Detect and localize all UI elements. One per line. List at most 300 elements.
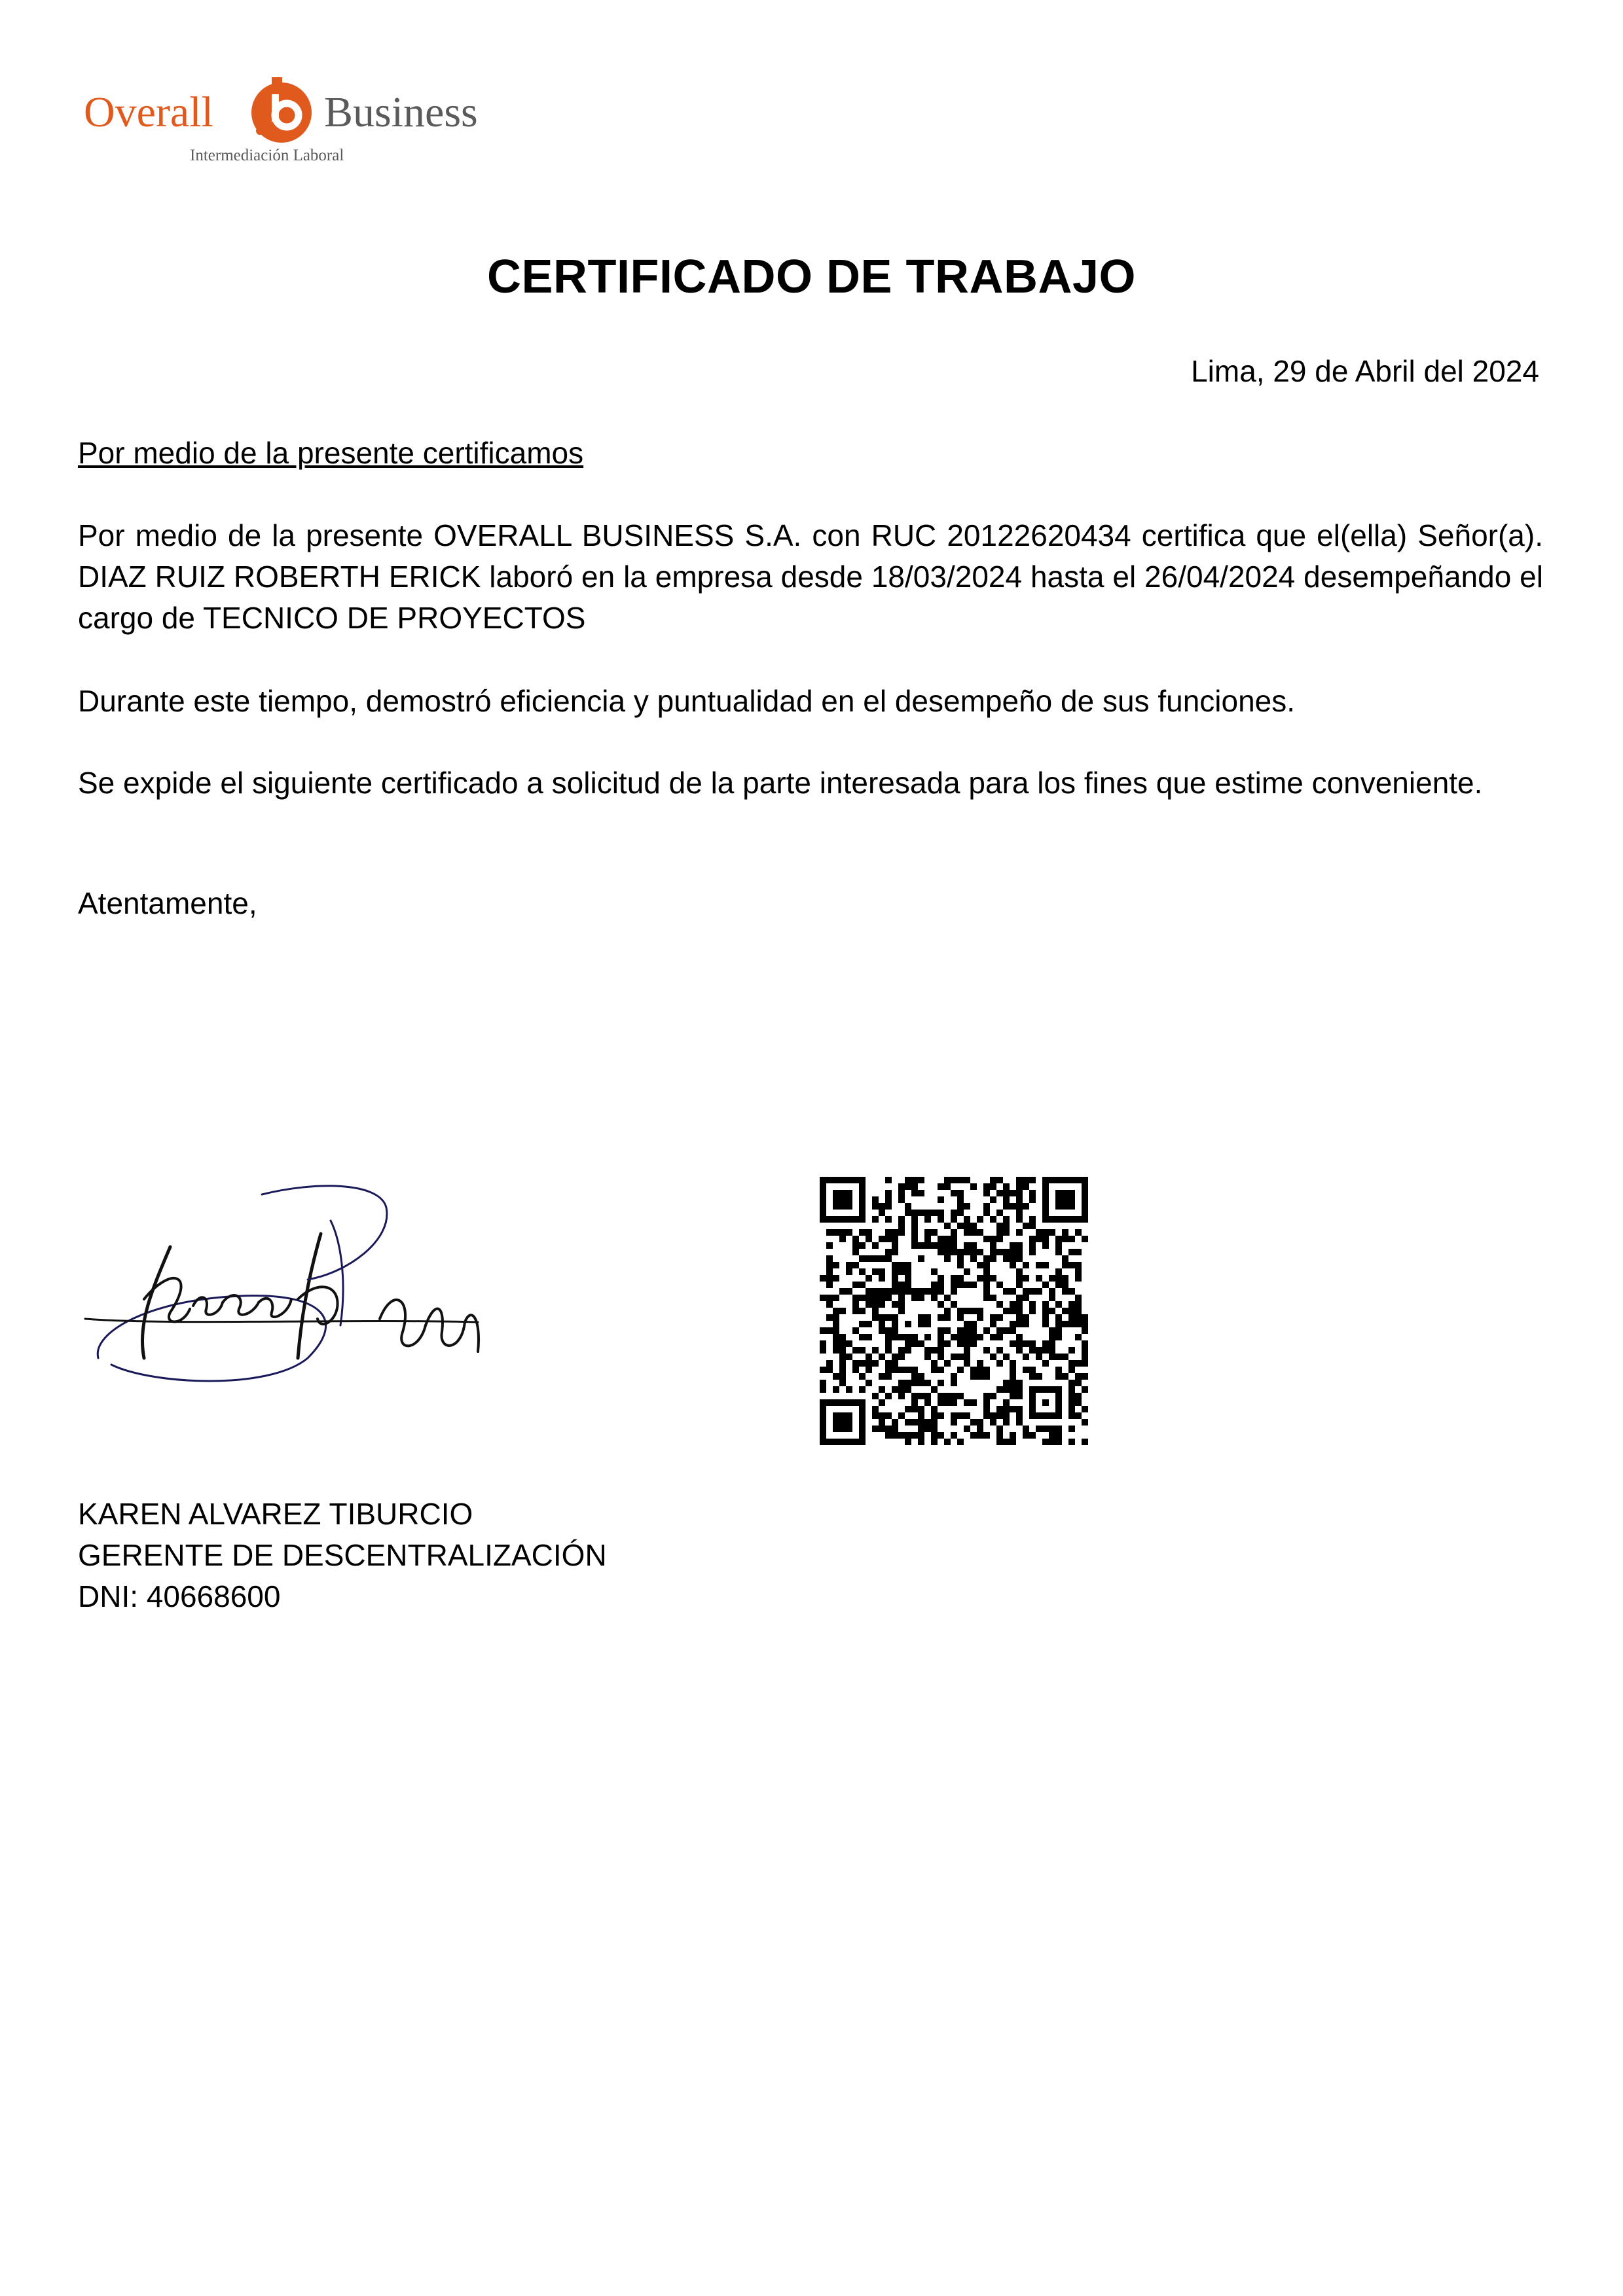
qr-module: [1016, 1275, 1023, 1282]
qr-module: [1010, 1301, 1016, 1308]
qr-module: [918, 1177, 924, 1183]
qr-module: [911, 1367, 918, 1373]
qr-module: [905, 1340, 911, 1347]
qr-module: [846, 1288, 852, 1295]
qr-module: [898, 1216, 905, 1223]
qr-module: [839, 1373, 846, 1380]
qr-module: [898, 1295, 905, 1301]
qr-module: [892, 1432, 898, 1439]
qr-module: [996, 1249, 1003, 1255]
qr-module: [918, 1419, 924, 1426]
qr-module: [1036, 1288, 1042, 1295]
qr-module: [826, 1327, 833, 1334]
qr-module: [918, 1380, 924, 1386]
qr-module: [1003, 1439, 1010, 1445]
qr-module: [1082, 1236, 1088, 1242]
qr-module: [905, 1419, 911, 1426]
qr-module: [885, 1412, 892, 1419]
qr-module: [957, 1308, 964, 1314]
qr-module: [820, 1367, 826, 1373]
qr-module: [892, 1275, 898, 1282]
qr-module: [983, 1275, 990, 1282]
qr-module: [996, 1439, 1003, 1445]
qr-module: [1075, 1380, 1082, 1386]
qr-module: [938, 1216, 944, 1223]
qr-module: [898, 1196, 905, 1203]
qr-module: [839, 1288, 846, 1295]
qr-module: [996, 1412, 1003, 1419]
qr-module: [1010, 1360, 1016, 1367]
qr-module: [879, 1210, 885, 1216]
qr-module: [977, 1308, 983, 1314]
qr-module: [996, 1314, 1003, 1321]
qr-module: [885, 1360, 892, 1367]
qr-module: [1016, 1386, 1023, 1393]
qr-module: [977, 1314, 983, 1321]
qr-module: [996, 1282, 1003, 1288]
qr-module: [898, 1282, 905, 1288]
qr-module: [879, 1236, 885, 1242]
qr-module: [977, 1426, 983, 1432]
qr-module: [983, 1255, 990, 1262]
qr-module: [905, 1334, 911, 1340]
qr-module: [1016, 1196, 1023, 1203]
qr-module: [924, 1380, 931, 1386]
qr-module: [1068, 1399, 1075, 1406]
qr-module: [905, 1177, 911, 1183]
qr-module: [924, 1288, 931, 1295]
qr-module: [931, 1282, 938, 1288]
qr-module: [990, 1314, 996, 1321]
qr-module: [885, 1295, 892, 1301]
qr-module: [970, 1432, 977, 1439]
qr-module: [970, 1367, 977, 1373]
qr-module: [1016, 1419, 1023, 1426]
qr-module: [951, 1249, 957, 1255]
qr-module: [879, 1399, 885, 1406]
qr-module: [1010, 1340, 1016, 1347]
qr-module: [879, 1268, 885, 1275]
qr-module: [938, 1347, 944, 1354]
qr-module: [866, 1255, 872, 1262]
qr-module: [1055, 1249, 1062, 1255]
qr-module: [826, 1255, 833, 1262]
qr-module: [866, 1229, 872, 1236]
qr-module: [944, 1399, 951, 1406]
qr-module: [944, 1340, 951, 1347]
qr-module: [1055, 1354, 1062, 1360]
qr-module: [964, 1426, 970, 1432]
qr-module: [970, 1249, 977, 1255]
qr-module: [1068, 1236, 1075, 1242]
qr-module: [938, 1367, 944, 1373]
qr-module: [996, 1334, 1003, 1340]
qr-module: [1049, 1340, 1055, 1347]
qr-module: [957, 1196, 964, 1203]
qr-module: [879, 1295, 885, 1301]
qr-module: [911, 1380, 918, 1386]
qr-module: [911, 1393, 918, 1399]
qr-module: [1049, 1439, 1055, 1445]
qr-module: [866, 1380, 872, 1386]
qr-module: [918, 1340, 924, 1347]
qr-module: [1062, 1321, 1068, 1327]
qr-module: [918, 1412, 924, 1419]
qr-module: [990, 1419, 996, 1426]
qr-module: [892, 1321, 898, 1327]
qr-module: [1016, 1301, 1023, 1308]
qr-module: [938, 1314, 944, 1321]
qr-module: [905, 1367, 911, 1373]
qr-module: [866, 1275, 872, 1282]
qr-module: [924, 1242, 931, 1249]
qr-module: [872, 1255, 879, 1262]
qr-module: [911, 1419, 918, 1426]
signer-position: GERENTE DE DESCENTRALIZACIÓN: [78, 1538, 607, 1572]
qr-module: [1023, 1295, 1029, 1301]
qr-module: [957, 1190, 964, 1196]
qr-module: [898, 1268, 905, 1275]
qr-module: [1068, 1321, 1075, 1327]
qr-module: [1068, 1412, 1075, 1419]
qr-module: [1042, 1262, 1049, 1268]
qr-module: [911, 1236, 918, 1242]
qr-module: [885, 1229, 892, 1236]
qr-module: [957, 1282, 964, 1288]
qr-module: [957, 1367, 964, 1373]
qr-module: [892, 1354, 898, 1360]
qr-module: [1075, 1301, 1082, 1308]
qr-module: [951, 1399, 957, 1406]
qr-module: [951, 1275, 957, 1282]
qr-module: [892, 1268, 898, 1275]
qr-module: [1055, 1236, 1062, 1242]
qr-module: [1055, 1367, 1062, 1373]
qr-module: [957, 1203, 964, 1210]
qr-module: [951, 1393, 957, 1399]
qr-module: [1062, 1262, 1068, 1268]
qr-module: [957, 1177, 964, 1183]
logo-tagline: Intermediación Laboral: [190, 147, 344, 164]
qr-module: [905, 1406, 911, 1412]
qr-module: [898, 1190, 905, 1196]
qr-module: [911, 1223, 918, 1229]
qr-module: [990, 1196, 996, 1203]
qr-module: [1068, 1406, 1075, 1412]
qr-module: [983, 1373, 990, 1380]
qr-module: [957, 1210, 964, 1216]
qr-module: [1029, 1340, 1036, 1347]
qr-module: [944, 1255, 951, 1262]
qr-module: [898, 1334, 905, 1340]
qr-module: [1036, 1275, 1042, 1282]
qr-module: [983, 1183, 990, 1190]
qr-module: [938, 1380, 944, 1386]
qr-module: [911, 1229, 918, 1236]
qr-module: [996, 1432, 1003, 1439]
qr-module: [892, 1242, 898, 1249]
qr-module: [1003, 1190, 1010, 1196]
qr-module: [833, 1327, 839, 1334]
qr-module: [944, 1236, 951, 1242]
qr-module: [964, 1249, 970, 1255]
qr-module: [1042, 1242, 1049, 1249]
qr-module: [918, 1393, 924, 1399]
qr-module: [964, 1327, 970, 1334]
qr-module: [1010, 1288, 1016, 1295]
qr-module: [839, 1380, 846, 1386]
qr-module: [852, 1236, 859, 1242]
qr-module: [1003, 1354, 1010, 1360]
qr-module: [826, 1314, 833, 1321]
qr-module: [1075, 1295, 1082, 1301]
qr-module: [1029, 1196, 1036, 1203]
qr-module: [885, 1373, 892, 1380]
qr-module: [1016, 1255, 1023, 1262]
qr-module: [1042, 1347, 1049, 1354]
qr-module: [885, 1249, 892, 1255]
qr-module: [977, 1419, 983, 1426]
qr-module: [924, 1210, 931, 1216]
qr-module: [1010, 1380, 1016, 1386]
qr-module: [905, 1439, 911, 1445]
qr-module: [866, 1367, 872, 1373]
qr-module: [833, 1295, 839, 1301]
qr-module: [1003, 1223, 1010, 1229]
qr-module: [938, 1288, 944, 1295]
qr-module: [957, 1439, 964, 1445]
qr-module: [885, 1327, 892, 1334]
qr-module: [951, 1229, 957, 1236]
qr-module: [911, 1295, 918, 1301]
qr-module: [866, 1288, 872, 1295]
qr-module: [931, 1210, 938, 1216]
qr-module: [1082, 1321, 1088, 1327]
qr-module: [1010, 1432, 1016, 1439]
qr-module: [1023, 1367, 1029, 1373]
qr-module: [879, 1255, 885, 1262]
closing-line: Atentamente,: [78, 886, 257, 920]
qr-module: [826, 1367, 833, 1373]
qr-module: [944, 1249, 951, 1255]
qr-module: [964, 1308, 970, 1314]
qr-module: [977, 1360, 983, 1367]
qr-module: [957, 1223, 964, 1229]
qr-module: [879, 1386, 885, 1393]
qr-module: [859, 1268, 866, 1275]
qr-module: [951, 1412, 957, 1419]
qr-module: [885, 1340, 892, 1347]
qr-module: [859, 1347, 866, 1354]
qr-module: [833, 1340, 839, 1347]
performance-paragraph: Durante este tiempo, demostró eficiencia y puntualidad en el desempeño de sus funciones.: [78, 684, 1296, 718]
qr-module: [879, 1412, 885, 1419]
qr-module: [1055, 1432, 1062, 1439]
qr-module: [1023, 1340, 1029, 1347]
qr-module: [852, 1262, 859, 1268]
qr-module: [931, 1406, 938, 1412]
qr-module: [885, 1255, 892, 1262]
qr-module: [990, 1295, 996, 1301]
qr-module: [918, 1314, 924, 1321]
qr-module: [885, 1236, 892, 1242]
qr-module: [938, 1183, 944, 1190]
qr-module: [905, 1347, 911, 1354]
qr-module: [1036, 1229, 1042, 1236]
qr-module: [990, 1334, 996, 1340]
qr-module: [872, 1412, 879, 1419]
qr-module: [951, 1288, 957, 1295]
qr-module: [1003, 1203, 1010, 1210]
qr-module: [977, 1229, 983, 1236]
qr-module: [996, 1210, 1003, 1216]
qr-module: [990, 1354, 996, 1360]
qr-module: [1010, 1249, 1016, 1255]
qr-module: [1082, 1327, 1088, 1334]
qr-module: [1029, 1223, 1036, 1229]
qr-module: [970, 1223, 977, 1229]
qr-module: [964, 1354, 970, 1360]
qr-module: [898, 1229, 905, 1236]
qr-module: [1016, 1216, 1023, 1223]
qr-module: [911, 1177, 918, 1183]
qr-module: [852, 1242, 859, 1249]
qr-module: [1036, 1373, 1042, 1380]
qr-module: [1062, 1308, 1068, 1314]
qr-module: [879, 1419, 885, 1426]
qr-module: [898, 1367, 905, 1373]
qr-module: [918, 1432, 924, 1439]
qr-module: [905, 1183, 911, 1190]
qr-module: [1075, 1249, 1082, 1255]
qr-module: [1016, 1210, 1023, 1216]
qr-module: [951, 1301, 957, 1308]
qr-module: [872, 1301, 879, 1308]
qr-module: [898, 1380, 905, 1386]
qr-module: [951, 1216, 957, 1223]
qr-module: [931, 1288, 938, 1295]
qr-module: [964, 1334, 970, 1340]
qr-module: [1082, 1354, 1088, 1360]
qr-module: [996, 1426, 1003, 1432]
logo-word-left: Overall: [84, 88, 213, 136]
qr-module: [911, 1210, 918, 1216]
qr-module: [846, 1229, 852, 1236]
qr-module: [924, 1399, 931, 1406]
company-logo: [84, 73, 516, 171]
qr-module: [820, 1347, 826, 1354]
qr-module: [839, 1354, 846, 1360]
qr-module: [944, 1360, 951, 1367]
qr-module: [1003, 1327, 1010, 1334]
qr-module: [951, 1190, 957, 1196]
qr-module: [970, 1340, 977, 1347]
qr-module: [1062, 1373, 1068, 1380]
qr-module: [1075, 1321, 1082, 1327]
qr-module: [1029, 1177, 1036, 1183]
qr-module: [905, 1275, 911, 1282]
qr-module: [892, 1327, 898, 1334]
qr-module: [1016, 1203, 1023, 1210]
qr-module: [898, 1183, 905, 1190]
qr-module: [964, 1399, 970, 1406]
qr-module: [944, 1439, 951, 1445]
qr-module: [1042, 1236, 1049, 1242]
qr-module: [911, 1406, 918, 1412]
qr-module: [892, 1334, 898, 1340]
qr-module: [859, 1386, 866, 1393]
qr-module: [1068, 1426, 1075, 1432]
qr-module: [892, 1360, 898, 1367]
qr-module: [1068, 1386, 1075, 1393]
qr-module: [1016, 1308, 1023, 1314]
qr-module: [970, 1334, 977, 1340]
qr-module: [1068, 1308, 1075, 1314]
qr-module: [1010, 1373, 1016, 1380]
qr-module: [983, 1399, 990, 1406]
qr-module: [892, 1367, 898, 1373]
qr-module: [964, 1177, 970, 1183]
qr-module: [879, 1426, 885, 1432]
qr-module: [1042, 1426, 1049, 1432]
qr-module: [820, 1327, 826, 1334]
qr-module: [944, 1177, 951, 1183]
qr-module: [983, 1190, 990, 1196]
qr-module: [996, 1190, 1003, 1196]
qr-module: [866, 1334, 872, 1340]
qr-module: [1062, 1236, 1068, 1242]
qr-module: [911, 1242, 918, 1249]
qr-module: [1010, 1327, 1016, 1334]
qr-module: [885, 1393, 892, 1399]
qr-module: [1049, 1432, 1055, 1439]
qr-module: [866, 1301, 872, 1308]
qr-module: [879, 1327, 885, 1334]
qr-module: [1042, 1314, 1049, 1321]
qr-module: [1042, 1439, 1049, 1445]
qr-module: [977, 1432, 983, 1439]
qr-module: [938, 1412, 944, 1419]
qr-module: [872, 1426, 879, 1432]
qr-module: [931, 1367, 938, 1373]
qr-module: [892, 1426, 898, 1432]
qr-module: [964, 1282, 970, 1288]
qr-module: [931, 1426, 938, 1432]
qr-module: [951, 1236, 957, 1242]
qr-module: [911, 1432, 918, 1439]
qr-module: [1016, 1282, 1023, 1288]
qr-module: [931, 1439, 938, 1445]
qr-module: [1016, 1334, 1023, 1340]
qr-module: [905, 1268, 911, 1275]
logo-word-right: Business: [324, 88, 478, 136]
qr-module: [964, 1321, 970, 1327]
qr-module: [1062, 1282, 1068, 1288]
qr-module: [879, 1203, 885, 1210]
qr-module: [879, 1354, 885, 1360]
logo-b-mark-icon: [246, 75, 318, 147]
qr-module: [1082, 1406, 1088, 1412]
qr-module: [866, 1360, 872, 1367]
qr-module: [1029, 1249, 1036, 1255]
qr-module: [1075, 1262, 1082, 1268]
qr-module: [852, 1308, 859, 1314]
qr-module: [820, 1340, 826, 1347]
qr-module: [1036, 1262, 1042, 1268]
qr-module: [905, 1288, 911, 1295]
qr-module: [839, 1347, 846, 1354]
qr-module: [898, 1347, 905, 1354]
